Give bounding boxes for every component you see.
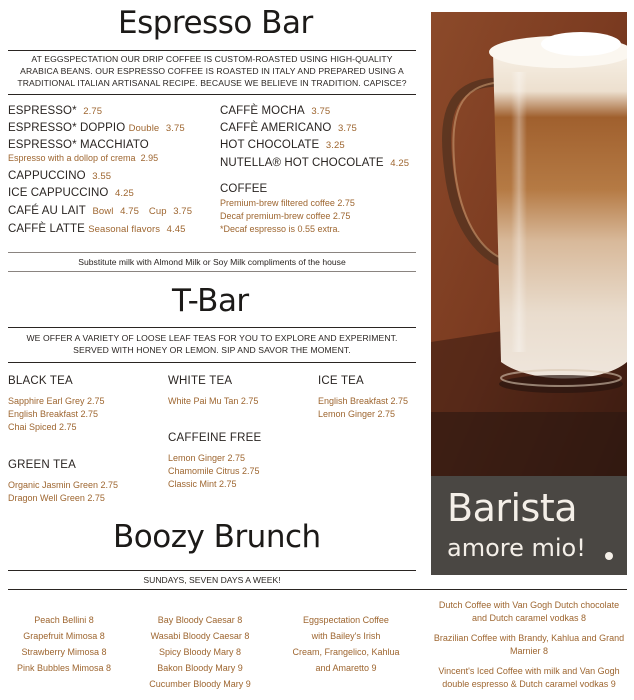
banner-line-2: amore mio!	[447, 534, 586, 562]
divider	[8, 50, 416, 51]
brunch-item: Bakon Bloody Mary 9	[157, 663, 243, 673]
divider	[8, 570, 416, 571]
ice-tea-heading: ICE TEA	[318, 375, 364, 387]
tbar-title: T-Bar	[172, 283, 249, 319]
menu-item: ESPRESSO* DOPPIO Double 3.75	[8, 122, 185, 134]
menu-item: CAFFÈ MOCHA 3.75	[220, 105, 331, 117]
black-tea-item: English Breakfast 2.75	[8, 409, 99, 419]
black-tea-item: Chai Spiced 2.75	[8, 422, 77, 432]
brunch-subtitle: SUNDAYS, SEVEN DAYS A WEEK!	[143, 575, 281, 585]
white-tea-item: White Pai Mu Tan 2.75	[168, 396, 259, 406]
brunch-item: Peach Bellini 8	[34, 615, 94, 625]
brunch-item: Pink Bubbles Mimosa 8	[16, 663, 112, 673]
divider	[8, 271, 416, 272]
brunch-item: Strawberry Mimosa 8	[21, 647, 107, 657]
brunch-item: Vincent's Iced Coffee with milk and Van Gogh	[438, 666, 620, 676]
coffee-line: *Decaf espresso is 0.55 extra.	[220, 224, 341, 234]
brunch-col-1	[4, 612, 124, 676]
ice-tea-item: Lemon Ginger 2.75	[318, 409, 396, 419]
spacer	[426, 624, 632, 632]
green-tea-heading: GREEN TEA	[8, 459, 77, 471]
menu-item: ESPRESSO* 2.75	[8, 105, 103, 117]
brunch-item: Bay Bloody Caesar 8	[157, 615, 243, 625]
green-tea-item: Dragon Well Green 2.75	[8, 493, 105, 503]
brunch-col-3	[282, 612, 410, 676]
divider	[8, 252, 416, 253]
barista-banner	[431, 476, 627, 575]
brunch-item: Spicy Bloody Mary 8	[158, 647, 242, 657]
green-tea-item: Organic Jasmin Green 2.75	[8, 480, 119, 490]
coffee-line: Premium-brew filtered coffee 2.75	[220, 198, 355, 208]
menu-item: CAPPUCCINO 3.55	[8, 170, 112, 182]
brunch-item: Brazilian Coffee with Brandy, Kahlua and Grand	[433, 633, 625, 643]
brunch-item: and Dutch caramel vodkas 8	[471, 612, 587, 623]
bullet-dot	[605, 552, 613, 560]
latte-glass-image	[431, 12, 627, 476]
brunch-item: Wasabi Bloody Caesar 8	[150, 631, 250, 641]
brunch-item: Cucumber Bloody Mary 9	[149, 679, 251, 689]
white-tea-heading: WHITE TEA	[168, 375, 233, 387]
menu-item: HOT CHOCOLATE 3.25	[220, 139, 345, 151]
divider	[8, 327, 416, 328]
brunch-col-4	[426, 599, 632, 690]
banner-line-1: Barista	[447, 486, 578, 530]
brunch-item: Cream, Frangelico, Kahlua	[292, 647, 400, 657]
divider	[8, 589, 627, 590]
menu-item-note: Espresso with a dollop of crema 2.95	[8, 153, 159, 163]
menu-item: CAFÉ AU LAIT Bowl 4.75 Cup 3.75	[8, 205, 193, 217]
menu-item: CAFFÈ AMERICANO 3.75	[220, 122, 357, 134]
brunch-item: and Amaretto 9	[315, 663, 377, 673]
espresso-title: Espresso Bar	[118, 5, 313, 41]
brunch-item: double espresso & Dutch caramel vodkas 9	[442, 678, 616, 689]
menu-item: CAFFÈ LATTE Seasonal flavors 4.45	[8, 223, 186, 235]
caffeine-free-heading: CAFFEINE FREE	[168, 432, 262, 444]
brunch-item: Grapefruit Mimosa 8	[23, 631, 105, 641]
substitute-note: Substitute milk with Almond Milk or Soy Milk compliments of the house	[78, 257, 346, 267]
latte-photo	[431, 12, 627, 575]
ice-tea-item: English Breakfast 2.75	[318, 396, 409, 406]
menu-item: NUTELLA® HOT CHOCOLATE 4.25	[220, 157, 410, 169]
espresso-intro: AT EGGSPECTATION OUR DRIP COFFEE IS CUSTOM-ROASTED USING HIGH-QUALITY ARABICA BEANS. OUR ESPRESSO COFFEE IS ROASTED IN ITALY AND PREPARED USING A TRADITIONAL ITALIAN ARTISANAL RECIPE. BECAUSE WE BELIEVE IN TRADITION. CAPISCE?	[17, 54, 407, 88]
caffeine-free-item: Chamomile Citrus 2.75	[168, 466, 260, 476]
menu-item: ICE CAPPUCCINO 4.25	[8, 187, 134, 199]
divider	[8, 362, 416, 363]
caffeine-free-item: Lemon Ginger 2.75	[168, 453, 246, 463]
divider	[8, 94, 416, 95]
brunch-title: Boozy Brunch	[113, 519, 321, 555]
brunch-col-2	[138, 612, 262, 692]
brunch-item: Dutch Coffee with Van Gogh Dutch chocolate	[438, 600, 620, 610]
brunch-item: with Bailey's Irish	[311, 631, 381, 641]
brunch-item: Marnier 8	[509, 645, 548, 656]
coffee-line: Decaf premium-brew coffee 2.75	[220, 211, 351, 221]
menu-item: ESPRESSO* MACCHIATO	[8, 139, 149, 151]
caffeine-free-item: Classic Mint 2.75	[168, 479, 237, 489]
spacer	[426, 657, 632, 665]
tbar-intro: WE OFFER A VARIETY OF LOOSE LEAF TEAS FOR YOU TO EXPLORE AND EXPERIMENT. SERVED WITH HONEY OR LEMON. SIP AND SAVOR THE MOMENT.	[26, 333, 398, 355]
black-tea-heading: BLACK TEA	[8, 375, 73, 387]
brunch-item: Eggspectation Coffee	[303, 615, 389, 625]
black-tea-item: Sapphire Earl Grey 2.75	[8, 396, 105, 406]
coffee-heading: COFFEE	[220, 183, 268, 195]
